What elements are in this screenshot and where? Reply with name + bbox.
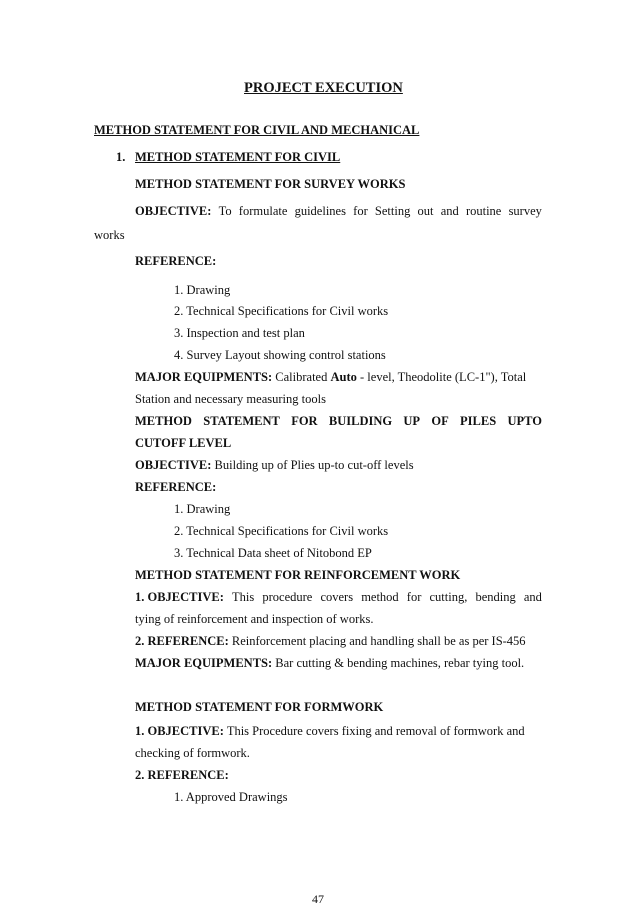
reinforcement-heading: METHOD STATEMENT FOR REINFORCEMENT WORK: [135, 568, 461, 582]
formwork-objective-text: This Procedure covers fixing and removal of formwork and: [226, 724, 525, 738]
piles-heading-line: [135, 413, 542, 429]
reinforcement-objective-word: procedure: [262, 590, 313, 604]
piles-heading-word: PILES: [460, 414, 497, 428]
reinforcement-objective-word: method: [361, 590, 399, 604]
item1-number: 1.: [116, 150, 126, 164]
piles-heading-word: UP: [403, 414, 421, 428]
piles-heading-word: STATEMENT: [203, 414, 280, 428]
survey-objective-label: OBJECTIVE:: [135, 204, 212, 218]
survey-heading: METHOD STATEMENT FOR SURVEY WORKS: [135, 177, 406, 191]
formwork-objective-cont: checking of formwork.: [135, 746, 250, 760]
reinforcement-objective-line: [135, 589, 542, 605]
piles-heading-word: UPTO: [507, 414, 542, 428]
survey-objective-cont: works: [94, 228, 125, 242]
survey-objective-word: To: [218, 204, 232, 218]
piles-objective-label: OBJECTIVE:: [135, 458, 212, 472]
formwork-reference-label: 2. REFERENCE:: [135, 768, 229, 782]
survey-equipments-bold: Auto: [330, 370, 357, 384]
survey-objective-word: and: [440, 204, 459, 218]
piles-reference-item: 2. Technical Specifications for Civil works: [174, 524, 389, 538]
survey-equipments-pre: Calibrated: [275, 370, 328, 384]
piles-objective-text: Building up of Plies up-to cut-off levels: [214, 458, 414, 472]
reinforcement-objective-word: covers: [320, 590, 354, 604]
reinforcement-reference-label: 2. REFERENCE:: [135, 634, 229, 648]
piles-reference-item: 1. Drawing: [174, 502, 231, 516]
reinforcement-objective-word: cutting,: [429, 590, 468, 604]
reinforcement-equipments-text: Bar cutting & bending machines, rebar tying tool.: [275, 656, 525, 670]
piles-heading-word: METHOD: [135, 414, 192, 428]
section-heading: METHOD STATEMENT FOR CIVIL AND MECHANICAL: [94, 123, 420, 137]
reinforcement-equipments-line: [135, 655, 524, 671]
piles-reference-label: REFERENCE:: [135, 480, 217, 494]
reinforcement-objective-word: and: [523, 590, 542, 604]
survey-reference-label: REFERENCE:: [135, 254, 217, 268]
survey-objective-word: for: [353, 204, 368, 218]
piles-heading-word: BUILDING: [328, 414, 393, 428]
survey-equipments-label: MAJOR EQUIPMENTS:: [135, 370, 273, 384]
formwork-reference-item: 1. Approved Drawings: [174, 790, 288, 804]
reinforcement-objective-word: bending: [475, 590, 516, 604]
survey-objective-word: survey: [508, 204, 542, 218]
survey-reference-item: 3. Inspection and test plan: [174, 326, 305, 340]
survey-objective-word: guidelines: [294, 204, 346, 218]
survey-objective-line: [135, 203, 542, 219]
piles-heading-word: FOR: [291, 414, 318, 428]
survey-objective-word: routine: [465, 204, 502, 218]
reinforcement-objective-word: for: [406, 590, 422, 604]
reinforcement-objective-word: This: [232, 590, 255, 604]
page-number: 47: [312, 892, 324, 906]
survey-reference-item: 1. Drawing: [174, 283, 231, 297]
page-title: PROJECT EXECUTION: [244, 80, 403, 96]
survey-reference-item: 4. Survey Layout showing control stations: [174, 348, 386, 362]
formwork-objective-line: [135, 723, 525, 739]
formwork-heading: METHOD STATEMENT FOR FORMWORK: [135, 700, 384, 714]
piles-heading-word: OF: [431, 414, 449, 428]
piles-heading-cont: CUTOFF LEVEL: [135, 436, 232, 450]
piles-reference-item: 3. Technical Data sheet of Nitobond EP: [174, 546, 372, 560]
survey-objective-word: formulate: [238, 204, 288, 218]
piles-objective-line: [135, 457, 414, 473]
reinforcement-reference-line: [135, 633, 526, 649]
reinforcement-reference-text: Reinforcement placing and handling shall be as per IS-456: [231, 634, 526, 648]
survey-objective-word: out: [417, 204, 434, 218]
survey-equipments-line: [135, 369, 526, 385]
survey-reference-item: 2. Technical Specifications for Civil works: [174, 304, 389, 318]
reinforcement-equipments-label: MAJOR EQUIPMENTS:: [135, 656, 273, 670]
item1-heading: METHOD STATEMENT FOR CIVIL: [135, 150, 341, 164]
formwork-objective-label: 1. OBJECTIVE:: [135, 724, 224, 738]
survey-equipments-cont: Station and necessary measuring tools: [135, 392, 326, 406]
reinforcement-objective-label: 1. OBJECTIVE:: [135, 590, 224, 604]
survey-objective-word: Setting: [374, 204, 411, 218]
reinforcement-objective-cont: tying of reinforcement and inspection of works.: [135, 612, 374, 626]
survey-equipments-post: - level, Theodolite (LC-1"), Total: [360, 370, 527, 384]
